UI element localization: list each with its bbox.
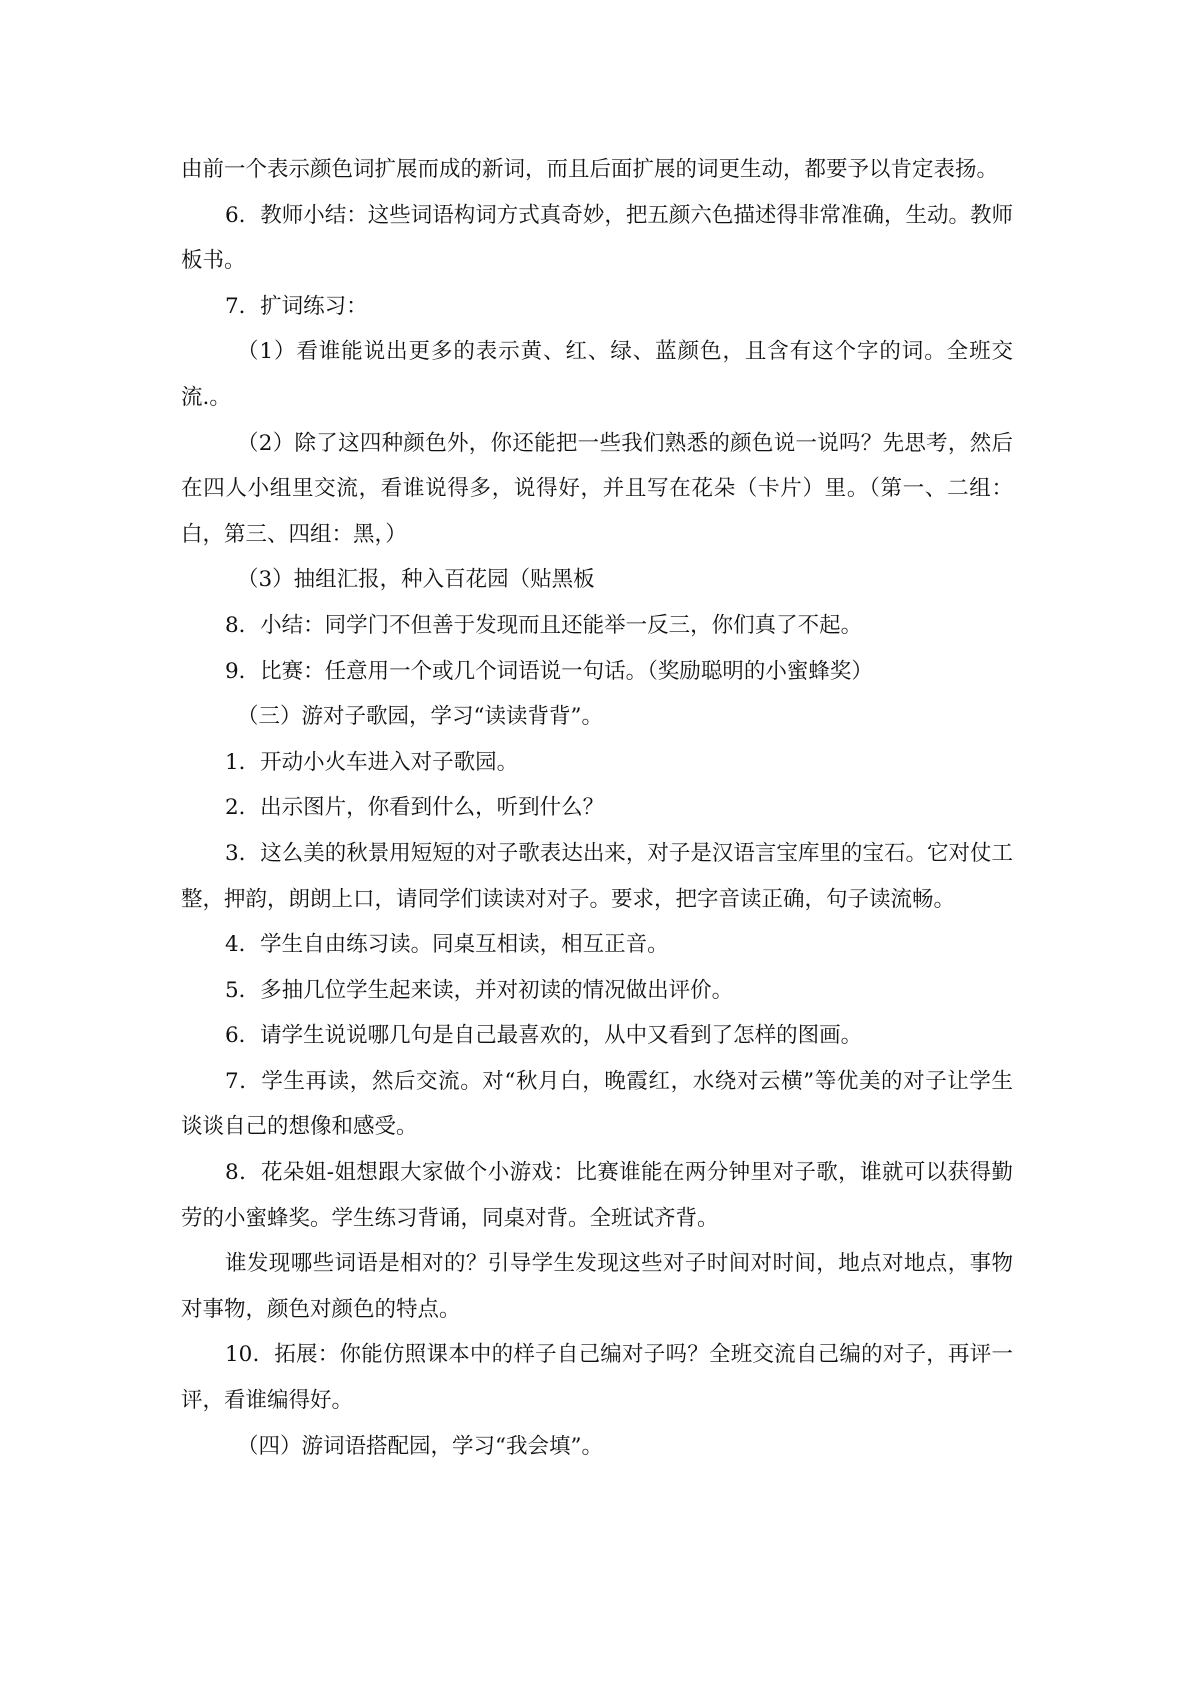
paragraph-teacher-summary: 6．教师小结：这些词语构词方式真奇妙，把五颜六色描述得非常准确，生动。教师板书。 [181,202,1013,274]
section-heading-3: （三）游对子歌园，学习“读读背背”。 [237,704,603,730]
paragraph-discovery: 谁发现哪些词语是相对的？引导学生发现这些对子时间对时间，地点对地点，事物对事物，颜色对颜色的特点。 [181,1251,1013,1322]
paragraph-step-8: 8．花朵姐-姐想跟大家做个小游戏：比赛谁能在两分钟里对子歌，谁就可以获得勤劳的小蜜蜂奖。学生练习背诵，同桌对背。全班试齐背。 [181,1160,1013,1231]
paragraph-subitem-3: （3）抽组汇报，种入百花园（贴黑板 [237,567,595,593]
paragraph-summary: 8．小结：同学门不但善于发现而且还能举一反三，你们真了不起。 [225,612,863,638]
paragraph-step-7: 7．学生再读，然后交流。对“秋月白，晚霞红，水绕对云横”等优美的对子让学生谈谈自己的想像和感受。 [181,1068,1013,1140]
paragraph-step-6: 6．请学生说说哪几句是自己最喜欢的，从中又看到了怎样的图画。 [225,1023,863,1049]
paragraph-step-10: 10．拓展：你能仿照课本中的样子自己编对子吗？全班交流自己编的对子，再评一评，看谁编得好。 [181,1342,1013,1414]
document-body [181,147,1013,1469]
paragraph-step-5: 5．多抽几位学生起来读，并对初读的情况做出评价。 [225,977,734,1003]
section-heading-4: （四）游词语搭配园，学习“我会填”。 [237,1433,603,1459]
paragraph-word-expansion: 7．扩词练习： [225,293,368,319]
paragraph-step-1: 1．开动小火车进入对子歌园。 [225,749,519,775]
paragraph-subitem-1: （1）看谁能说出更多的表示黄、红、绿、蓝颜色，且含有这个字的词。全班交流.。 [181,339,1013,410]
paragraph-step-3: 3．这么美的秋景用短短的对子歌表达出来，对子是汉语言宝库里的宝石。它对仗工整，押韵，朗朗上口，请同学们读读对对子。要求，把字音读正确，句子读流畅。 [181,840,1013,912]
paragraph-subitem-2: （2）除了这四种颜色外，你还能把一些我们熟悉的颜色说一说吗？先思考，然后在四人小组里交流，看谁说得多，说得好，并且写在花朵（卡片）里。（第一、二组：白，第三、四组：黑，） [181,430,1013,547]
paragraph-contest: 9．比赛：任意用一个或几个词语说一句话。（奖励聪明的小蜜蜂奖） [225,658,873,684]
paragraph-step-4: 4．学生自由练习读。同桌互相读，相互正音。 [225,932,669,958]
paragraph-step-2: 2．出示图片，你看到什么，听到什么？ [225,795,605,821]
paragraph-continuation: 由前一个表示颜色词扩展而成的新词，而且后面扩展的词更生动，都要予以肯定表扬。 [181,157,999,182]
